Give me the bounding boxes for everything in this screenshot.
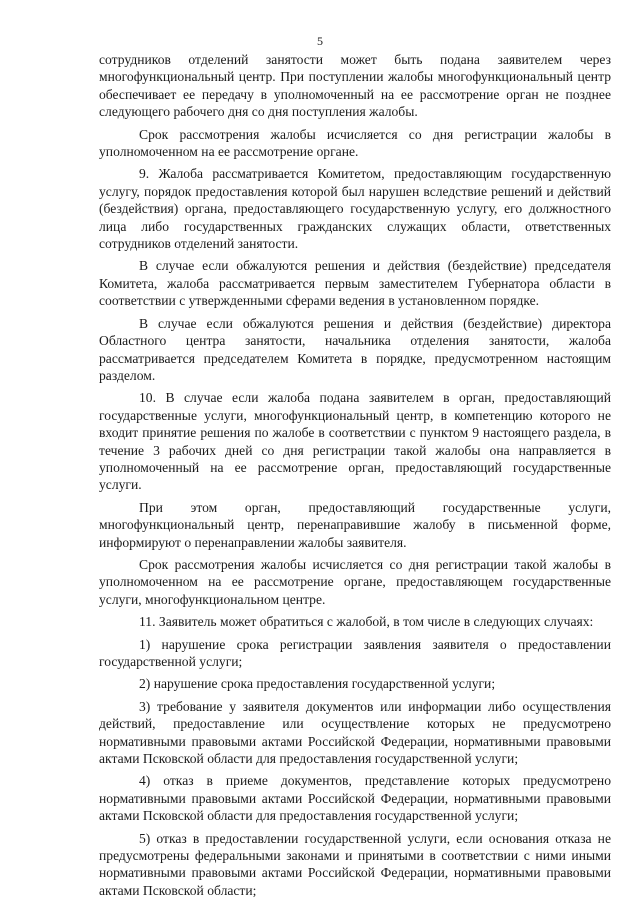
list-item-5: 5) отказ в предоставлении государственной услуги, если основания отказа не предусмотрены федеральными законами и принятыми в соответствии с ними иными нормативными правовыми актами Российской Федерации, нормативными правовыми актами Псковской области; [99, 830, 611, 898]
list-item-2: 2) нарушение срока предоставления государственной услуги; [139, 676, 496, 692]
paragraph-item-11: 11. Заявитель может обратиться с жалобой, в том числе в следующих случаях: [139, 614, 594, 630]
paragraph-item-9: 9. Жалоба рассматривается Комитетом, предоставляющим государственную услугу, порядок предоставления которой был нарушен вследствие решений и действий (бездействия) органа, предоставляющего государственную услугу, его должностного лица либо государственных гражданских служащих области, ответственных сотрудников отделений занятости. [99, 166, 611, 252]
paragraph-item-10: 10. В случае если жалоба подана заявителем в орган, предоставляющий государственные услуги, многофункциональный центр, в компетенцию которого не входит принятие решения по жалобе в соответствии с пунктом 9 настоящего раздела, в течение 3 рабочих дней со дня регистрации такой жалобы она направляется в уполномоченный на ее рассмотрение орган, предоставляющий государственные услуги. [99, 390, 611, 493]
paragraph-continuation: сотрудников отделений занятости может быть подана заявителем через многофункциональный центр. При поступлении жалобы многофункциональный центр обеспечивает ее передачу в уполномоченный на ее рассмотрение орган не позднее следующего рабочего дня со дня поступления жалобы. [99, 52, 611, 120]
paragraph-review-period: Срок рассмотрения жалобы исчисляется со дня регистрации жалобы в уполномоченном на ее рассмотрение органе. [99, 126, 611, 160]
list-item-3: 3) требование у заявителя документов или информации либо осуществления действий, предоставление или осуществление которых не предусмотрено нормативными правовыми актами Российской Федерации, нормативными правовыми актами Псковской области для предоставления государственной услуги; [99, 698, 611, 767]
paragraph-director-complaint: В случае если обжалуются решения и действия (бездействие) директора Областного центра занятости, начальника отделения занятости, жалоба рассматривается председателем Комитета в порядке, предусмотренном настоящим разделом. [99, 315, 611, 383]
list-item-4: 4) отказ в приеме документов, представление которых предусмотрено нормативными правовыми актами Российской Федерации, нормативными правовыми актами Псковской области для предоставления государственной услуги; [99, 773, 611, 824]
paragraph-redirect-review-period: Срок рассмотрения жалобы исчисляется со дня регистрации такой жалобы в уполномоченном на ее рассмотрение органе, предоставляющем государственные услуги, многофункциональном центре. [99, 556, 611, 607]
document-body [99, 51, 611, 899]
paragraph-chairman-complaint: В случае если обжалуются решения и действия (бездействие) председателя Комитета, жалоба рассматривается первым заместителем Губернатора области в соответствии с утвержденными сферами ведения в установленном порядке. [99, 258, 611, 309]
list-item-1: 1) нарушение срока регистрации заявления заявителя о предоставлении государственной услуги; [99, 636, 611, 669]
paragraph-redirect-notice: При этом орган, предоставляющий государственные услуги, многофункциональный центр, перенаправившие жалобу в письменной форме, информируют о перенаправлении жалобы заявителя. [99, 499, 611, 550]
page-number: 5 [317, 34, 323, 48]
